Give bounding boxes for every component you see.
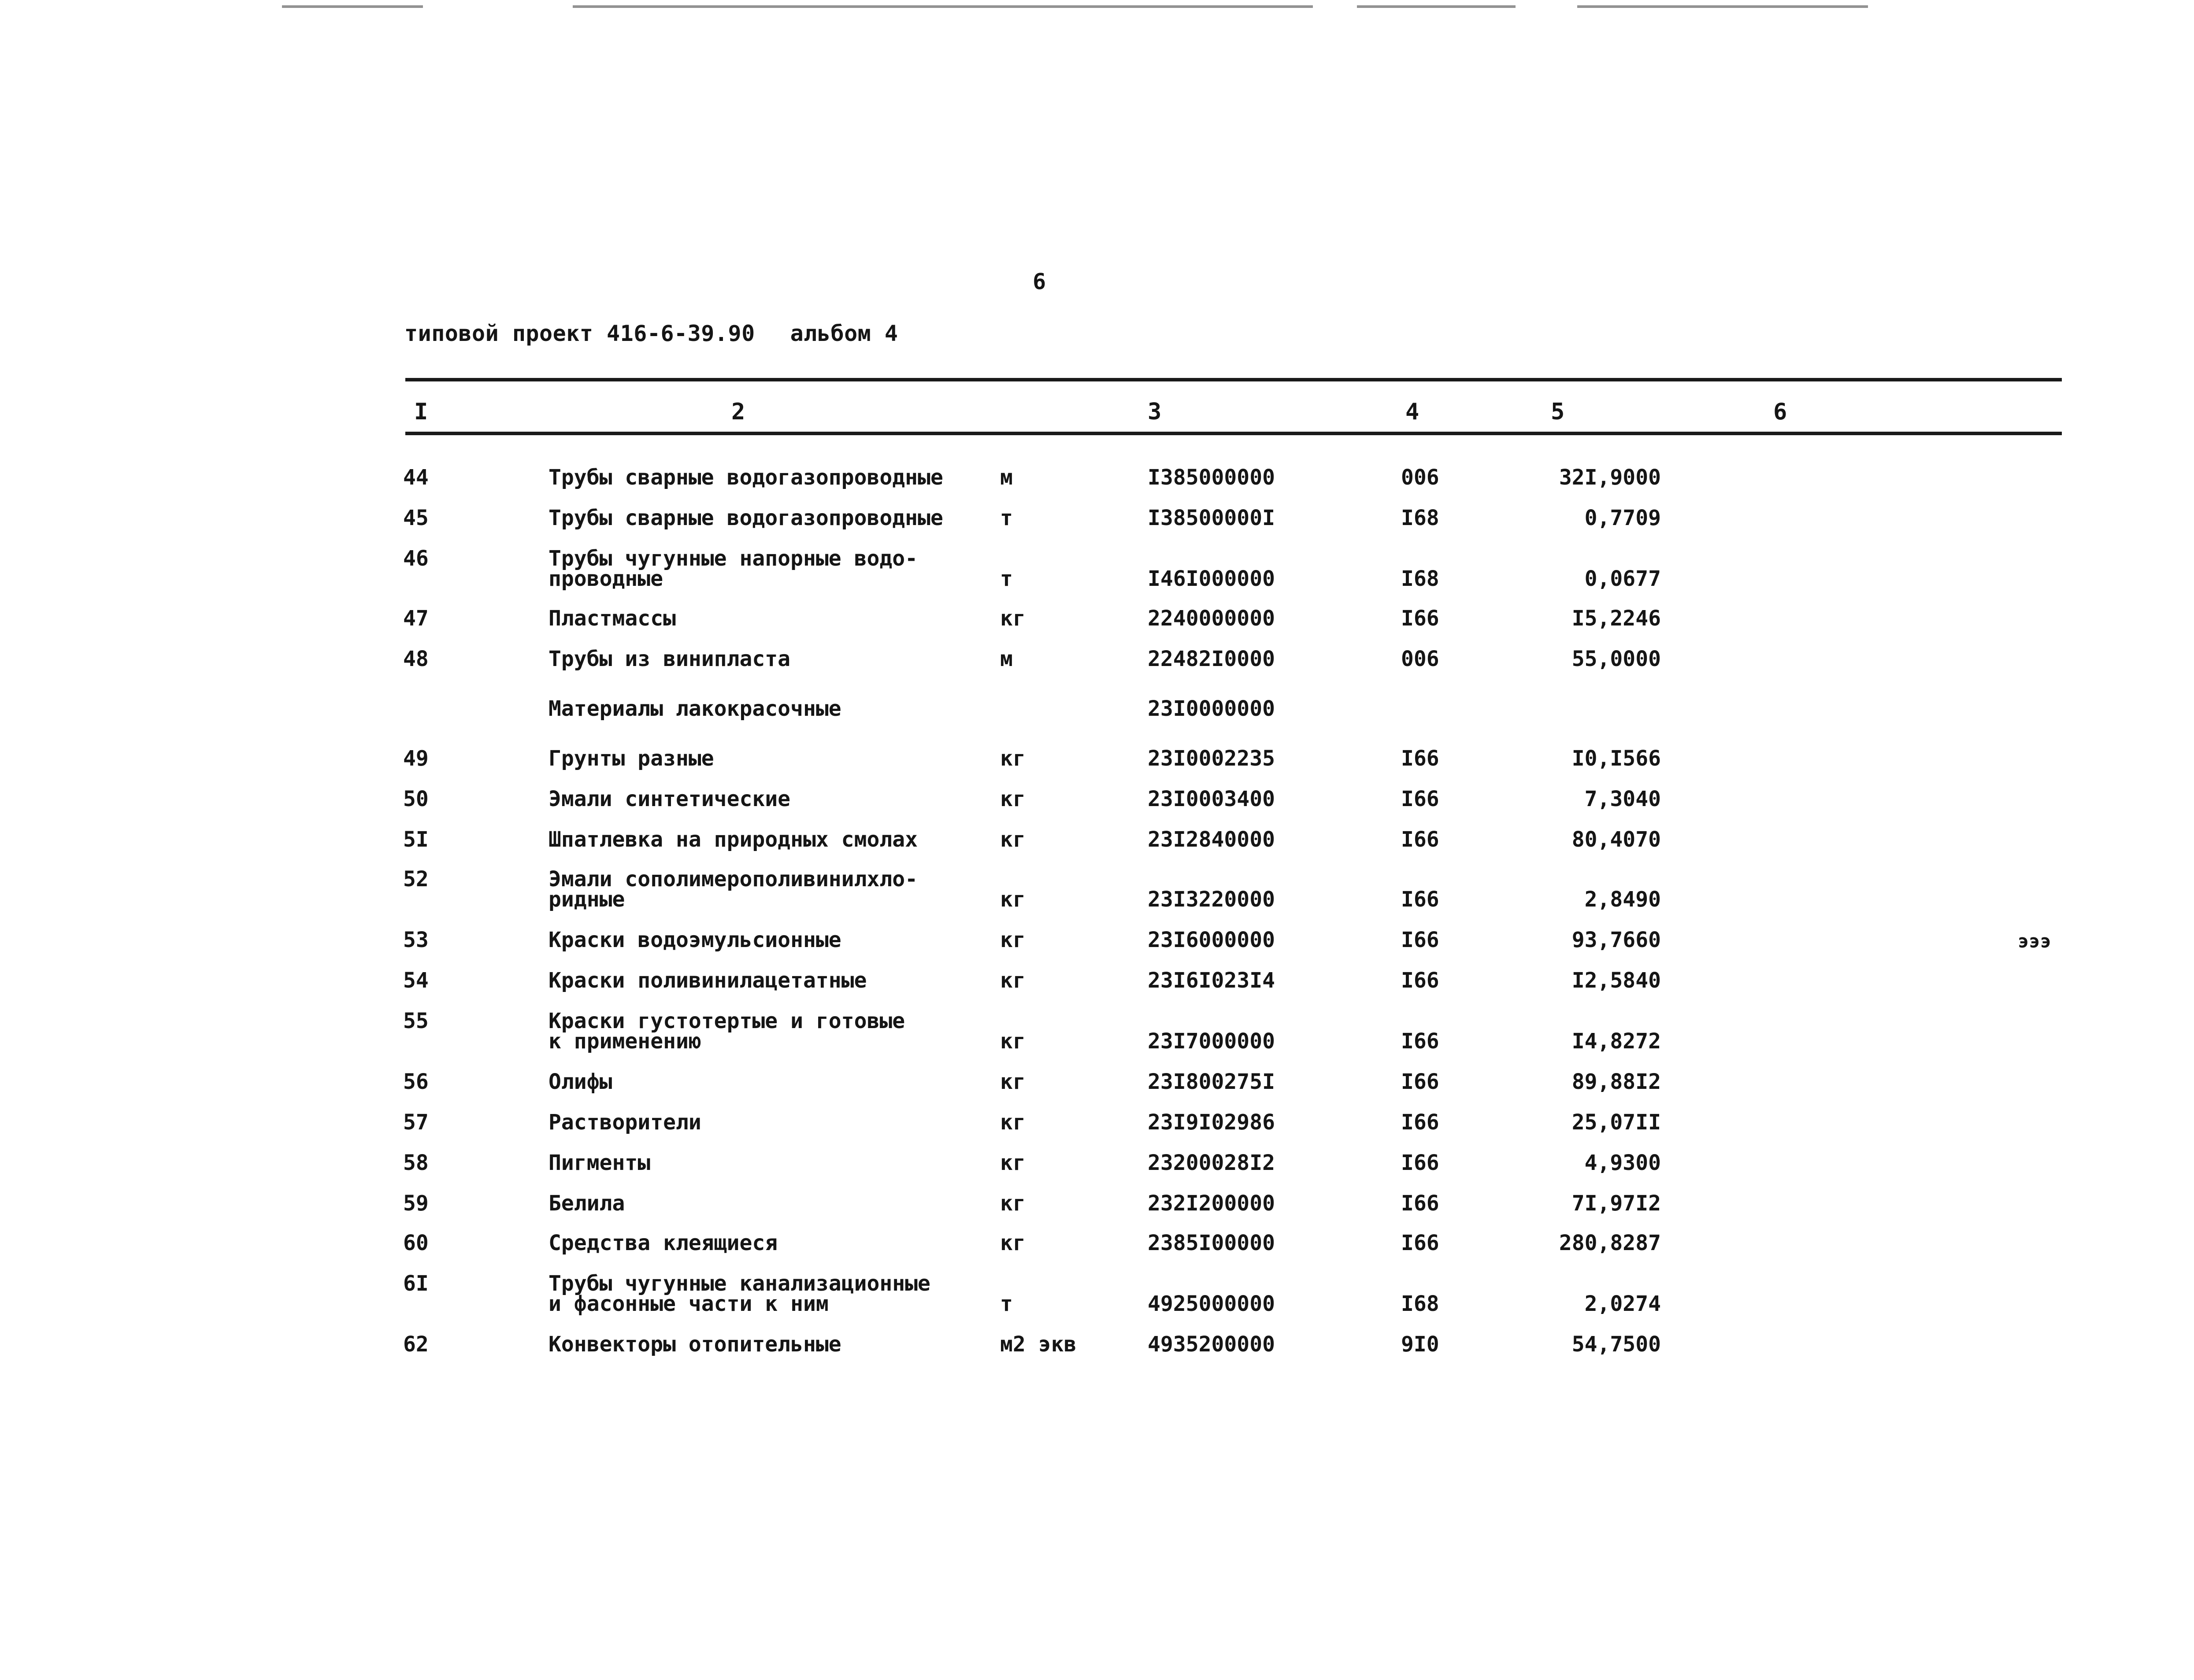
unit-code: I66 bbox=[1401, 928, 1439, 952]
material-name bbox=[548, 507, 943, 529]
side-note: эээ bbox=[2018, 930, 2051, 952]
quantity: 80,4070 bbox=[1571, 827, 1661, 852]
unit-code: I68 bbox=[1401, 566, 1439, 591]
quantity: 0,7709 bbox=[1584, 506, 1661, 530]
product-code: 23I6I023I4 bbox=[1148, 968, 1275, 993]
product-code: 23I7000000 bbox=[1148, 1029, 1275, 1054]
unit-of-measure: кг bbox=[1000, 746, 1026, 771]
unit-code: I68 bbox=[1401, 1291, 1439, 1316]
material-name-line1: Эмали синтетические bbox=[548, 787, 791, 811]
material-name bbox=[548, 748, 714, 769]
quantity: 7I,97I2 bbox=[1571, 1191, 1661, 1216]
unit-code: 006 bbox=[1401, 465, 1439, 490]
material-name bbox=[548, 1152, 650, 1173]
quantity: 7,3040 bbox=[1584, 787, 1661, 811]
unit-code: I66 bbox=[1401, 1151, 1439, 1175]
product-code: 2385I00000 bbox=[1148, 1231, 1275, 1255]
row-number: 62 bbox=[403, 1332, 429, 1357]
row-number: 50 bbox=[403, 787, 429, 811]
material-name bbox=[548, 788, 790, 810]
unit-of-measure: кг bbox=[1000, 1151, 1026, 1175]
material-name-line1: Пластмассы bbox=[548, 606, 676, 631]
unit-of-measure: кг bbox=[1000, 928, 1026, 952]
material-name bbox=[548, 867, 918, 912]
product-code: 23I6000000 bbox=[1148, 928, 1275, 952]
product-code: 23I0003400 bbox=[1148, 787, 1275, 811]
unit-of-measure: т bbox=[1000, 506, 1013, 530]
column-number-6: 6 bbox=[1773, 399, 1787, 425]
unit-of-measure: кг bbox=[1000, 606, 1026, 631]
material-name-line1: Трубы сварные водогазопроводные bbox=[548, 465, 943, 490]
material-name-line2: ридные bbox=[548, 887, 625, 912]
material-name bbox=[548, 1334, 841, 1355]
top-edge-rule bbox=[282, 5, 423, 8]
material-name-line1: Трубы чугунные напорные водо- bbox=[548, 546, 918, 571]
unit-code: I66 bbox=[1401, 887, 1439, 912]
unit-code: I66 bbox=[1401, 1029, 1439, 1054]
quantity: 280,8287 bbox=[1559, 1231, 1661, 1255]
header-album: альбом 4 bbox=[790, 321, 898, 346]
material-name-line1: Материалы лакокрасочные bbox=[548, 696, 841, 721]
row-number: 53 bbox=[403, 928, 429, 952]
product-code: 23I0002235 bbox=[1148, 746, 1275, 771]
material-name-line1: Краски водоэмульсионные bbox=[548, 928, 841, 952]
table-header-rule bbox=[405, 432, 2062, 435]
row-number: 59 bbox=[403, 1191, 429, 1216]
unit-code: I66 bbox=[1401, 1110, 1439, 1135]
unit-of-measure: кг bbox=[1000, 887, 1026, 912]
product-code: 23I2840000 bbox=[1148, 827, 1275, 852]
material-name bbox=[548, 1009, 905, 1054]
unit-of-measure: кг bbox=[1000, 1029, 1026, 1054]
unit-of-measure: кг bbox=[1000, 1110, 1026, 1135]
quantity: 2,8490 bbox=[1584, 887, 1661, 912]
header-project: типовой проект 416-6-39.90 bbox=[404, 321, 755, 346]
unit-of-measure: кг bbox=[1000, 968, 1026, 993]
material-name-line1: Трубы чугунные канализационные bbox=[548, 1271, 930, 1296]
page-number: 6 bbox=[1033, 269, 1046, 294]
unit-of-measure: кг bbox=[1000, 1191, 1026, 1216]
column-number-4: 4 bbox=[1405, 399, 1419, 425]
material-name bbox=[548, 1193, 625, 1214]
unit-of-measure: т bbox=[1000, 566, 1013, 591]
quantity: 0,0677 bbox=[1584, 566, 1661, 591]
product-code: 23I800275I bbox=[1148, 1069, 1275, 1094]
unit-code: I66 bbox=[1401, 787, 1439, 811]
quantity: 54,7500 bbox=[1571, 1332, 1661, 1357]
row-number: 47 bbox=[403, 606, 429, 631]
row-number: 49 bbox=[403, 746, 429, 771]
material-name bbox=[548, 970, 867, 991]
unit-code: I66 bbox=[1401, 606, 1439, 631]
product-code: I38500000I bbox=[1148, 506, 1275, 530]
product-code: 4925000000 bbox=[1148, 1291, 1275, 1316]
row-number: 54 bbox=[403, 968, 429, 993]
material-name bbox=[548, 929, 841, 951]
row-number: 55 bbox=[403, 1009, 429, 1033]
quantity: 93,7660 bbox=[1571, 928, 1661, 952]
unit-of-measure: кг bbox=[1000, 787, 1026, 811]
unit-code: 9I0 bbox=[1401, 1332, 1439, 1357]
material-name bbox=[548, 1071, 612, 1092]
material-name bbox=[548, 648, 790, 670]
material-name-line2: и фасонные части к ним bbox=[548, 1291, 829, 1316]
product-code: 4935200000 bbox=[1148, 1332, 1275, 1357]
unit-of-measure: м bbox=[1000, 465, 1013, 490]
product-code: 2240000000 bbox=[1148, 606, 1275, 631]
product-code: I46I000000 bbox=[1148, 566, 1275, 591]
unit-of-measure: кг bbox=[1000, 1069, 1026, 1094]
product-code: I385000000 bbox=[1148, 465, 1275, 490]
row-number: 5I bbox=[403, 827, 429, 852]
unit-code: I66 bbox=[1401, 1231, 1439, 1255]
row-number: 44 bbox=[403, 465, 429, 490]
unit-of-measure: т bbox=[1000, 1291, 1013, 1316]
unit-code: 006 bbox=[1401, 647, 1439, 671]
row-number: 58 bbox=[403, 1151, 429, 1175]
material-name-line2: проводные bbox=[548, 566, 663, 591]
quantity: I5,2246 bbox=[1571, 606, 1661, 631]
material-name bbox=[548, 1273, 930, 1314]
material-name-line1: Шпатлевка на природных смолах bbox=[548, 827, 918, 852]
product-code: 23I3220000 bbox=[1148, 887, 1275, 912]
material-name-line1: Белила bbox=[548, 1191, 625, 1216]
product-code: 22482I0000 bbox=[1148, 647, 1275, 671]
column-number-3: 3 bbox=[1148, 399, 1162, 425]
material-name-line1: Растворители bbox=[548, 1110, 701, 1135]
product-code: 23I0000000 bbox=[1148, 696, 1275, 721]
quantity: I4,8272 bbox=[1571, 1029, 1661, 1054]
column-number-5: 5 bbox=[1551, 399, 1565, 425]
top-edge-rule bbox=[1577, 5, 1868, 8]
material-name bbox=[548, 1232, 778, 1254]
unit-code: I66 bbox=[1401, 1069, 1439, 1094]
row-number: 46 bbox=[403, 546, 429, 571]
unit-code: I66 bbox=[1401, 827, 1439, 852]
material-name-line2: к применению bbox=[548, 1029, 701, 1054]
product-code: 23I9I02986 bbox=[1148, 1110, 1275, 1135]
unit-of-measure: м bbox=[1000, 647, 1013, 671]
quantity: 89,88I2 bbox=[1571, 1069, 1661, 1094]
quantity: 4,9300 bbox=[1584, 1151, 1661, 1175]
material-name-line1: Олифы bbox=[548, 1069, 612, 1094]
quantity: 32I,9000 bbox=[1559, 465, 1661, 490]
table-top-rule bbox=[405, 378, 2062, 381]
quantity: I2,5840 bbox=[1571, 968, 1661, 993]
row-number: 57 bbox=[403, 1110, 429, 1135]
column-number-1: I bbox=[414, 399, 428, 425]
material-name-line1: Трубы сварные водогазопроводные bbox=[548, 506, 943, 530]
row-number: 60 bbox=[403, 1231, 429, 1255]
material-name-line1: Пигменты bbox=[548, 1151, 651, 1175]
material-name-line1: Грунты разные bbox=[548, 746, 714, 771]
top-edge-rule bbox=[1357, 5, 1516, 8]
row-number: 48 bbox=[403, 647, 429, 671]
unit-code: I68 bbox=[1401, 506, 1439, 530]
quantity: 25,07II bbox=[1571, 1110, 1661, 1135]
product-code: 23200028I2 bbox=[1148, 1151, 1275, 1175]
row-number: 45 bbox=[403, 506, 429, 530]
top-edge-rule bbox=[573, 5, 1313, 8]
material-name-line1: Эмали сополимерополивинилхло- bbox=[548, 867, 918, 892]
row-number: 56 bbox=[403, 1069, 429, 1094]
material-name-line1: Конвекторы отопительные bbox=[548, 1332, 841, 1357]
unit-code: I66 bbox=[1401, 746, 1439, 771]
material-name-line1: Средства клеящиеся bbox=[548, 1231, 778, 1255]
material-name bbox=[548, 546, 918, 591]
quantity: 2,0274 bbox=[1584, 1291, 1661, 1316]
material-name bbox=[548, 608, 676, 629]
quantity: 55,0000 bbox=[1571, 647, 1661, 671]
product-code: 232I200000 bbox=[1148, 1191, 1275, 1216]
material-name-line1: Краски поливинилацетатные bbox=[548, 968, 867, 993]
material-name-line1: Трубы из винипласта bbox=[548, 647, 791, 671]
material-name bbox=[548, 698, 841, 719]
material-name-line1: Краски густотертые и готовые bbox=[548, 1009, 905, 1033]
material-name bbox=[548, 1112, 701, 1133]
row-number: 52 bbox=[403, 867, 429, 892]
material-name bbox=[548, 467, 943, 488]
document-header bbox=[404, 321, 898, 346]
material-name bbox=[548, 829, 918, 850]
column-number-2: 2 bbox=[731, 399, 745, 425]
unit-code: I66 bbox=[1401, 968, 1439, 993]
quantity: I0,I566 bbox=[1571, 746, 1661, 771]
row-number: 6I bbox=[403, 1271, 429, 1296]
unit-of-measure: м2 экв bbox=[1000, 1332, 1077, 1357]
unit-of-measure: кг bbox=[1000, 1231, 1026, 1255]
unit-code: I66 bbox=[1401, 1191, 1439, 1216]
unit-of-measure: кг bbox=[1000, 827, 1026, 852]
